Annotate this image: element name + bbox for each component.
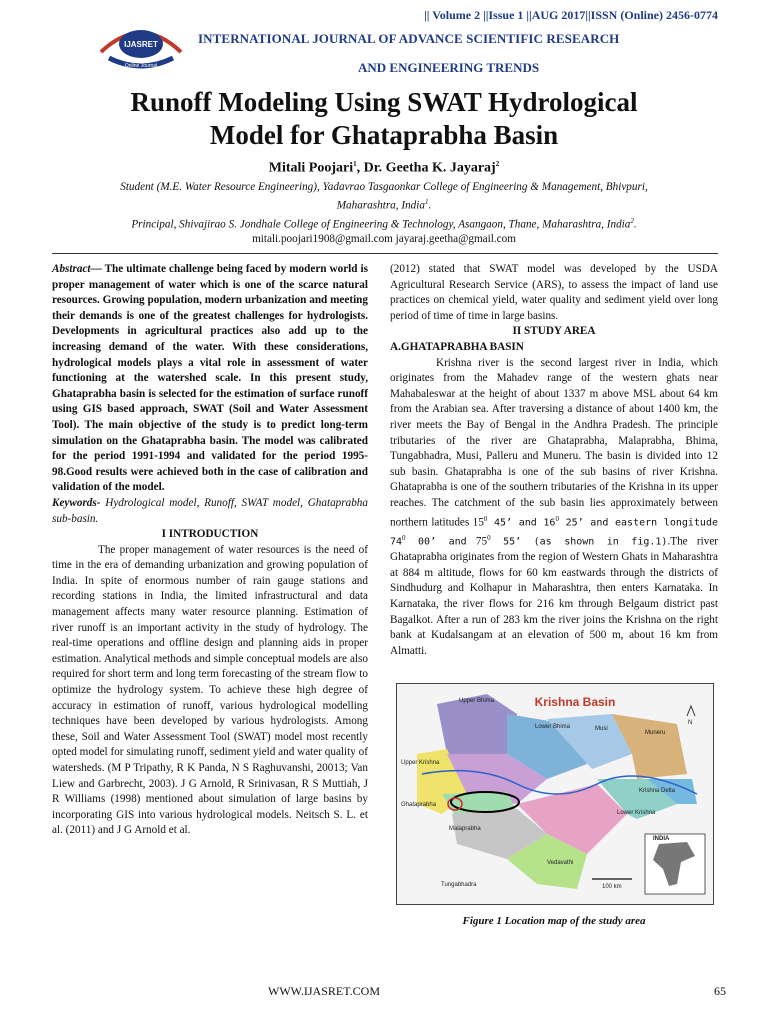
author-1-sup: 1 [353,160,357,168]
title-line1: Runoff Modeling Using SWAT Hydrological [130,87,638,117]
label-scale: 100 km [602,884,622,890]
study-area-paragraph: Krishna river is the second largest river in India, which originates from the Mahadev range of the western ghats near Mahabaleswar at the height of about 1337 m above MSL about 64 km from the Arabian sea. After traversing a distance of about 1400 km, the river meets the Bay of Bengal in the Andhra Pradesh. The principle tributaries of the river are Ghataprabha, Malaprabha, Bhima, Tungabhadra, Musi, Palleru and Muneru. The basin is divided into 12 sub basin. Ghataprabha is one of the sub basins of river Krishna. Ghataprabha is one of the southern tributaries of the Krishna in its upper reaches. The catchment of the sub basin lies approximately between northern latitudes $15^0$ 45’ and $16^0$ 25’ and eastern longitude $74^0$ 00’ and $75^0$ 55’ (as shown in fig.1).The river Ghataprabha originates from the region of Western Ghats in Maharashtra at 884 m altitude, flows for 60 km eastwards through the districts of Sindhudurg and Kolhapur in Maharashtra, then enters Karnataka. In Karnataka, the river flows for 216 km through Belgaum district past Bagalkot. After a run of 283 km the river joins the Krishna on the right bank at Kudalsangam at an elevation of 500 m, about 16 km from Almatti. [390,356,719,657]
affiliation-line2: Maharashtra, India$^1$. [336,198,432,212]
logo-text: IJASRET [124,40,158,49]
journal-logo [95,22,187,72]
label-north: N [688,720,693,726]
journal-name-line1: INTERNATIONAL JOURNAL OF ADVANCE SCIENTIFIC RESEARCH [198,31,620,46]
page-number: 65 [714,984,726,998]
label-lower-bhima: Lower Bhima [535,724,571,730]
label-malaprabha: Malaprabha [449,826,481,832]
figure-1-caption: Figure 1 Location map of the study area [462,915,646,927]
right-column [390,262,718,659]
author-1: Mitali Poojari [268,160,354,176]
left-column [52,262,368,839]
volume-issue-line: || Volume 2 ||Issue 1 ||AUG 2017||ISSN (Online) 2456-0774 [424,8,718,22]
intro-paragraph: The proper management of water resources is the need of time in the era of demanding urbanization and growing population of India. In spite of enormous number of rain gauge stations and recording stations in India, the limited infrastructural and data management affects many water resource planning. Estimation of river runoff is an important activity in the study of hydrology. The real-time operations and offline design and planning aids in proper estimation. Analytical methods and simple conceptual models are also required for short term and long term forecasting of the stream flow to optimize the hydrology system. To achieve these high degree of accuracy in estimation of runoff, various hydrological modelling techniques have been developed by various hydrologists. Among these, Soil and Water Assessment Tool (SWAT) model most recently opted model for simulating runoff, sediment yield and water quality of watersheds. (M P Tripathy, R K Panda, N S Raghuvanshi, 20013; Van Liew and Garbrecht, 2003). J G Arnold, R Srinivasan, R S Muttiah, J R Williams (1998) mentioned about simulation of large basins by incorporating GIS into various hydrological models. Neitsch S. L. et al. (2011) and J G Arnold et al. [52,543,368,837]
study-area-subheading: A.GHATAPRABHA BASIN [390,340,524,353]
keywords-label: Keywords- [52,496,101,509]
affiliation-line1: Student (M.E. Water Resource Engineering), Yadavrao Tasgaonkar College of Engineering & Management, Bhivpuri, [120,181,648,193]
journal-name-line2: AND ENGINEERING TRENDS [358,60,540,75]
logo-subtext: Online Journal [124,63,158,69]
label-ghataprabha: Ghataprabha [401,802,437,808]
author-2: Dr. Geetha K. Jayaraj [363,160,496,176]
abstract-label: Abstract [52,263,91,275]
figure-1-map [396,683,714,905]
abstract-text: The ultimate challenge being faced by modern world is proper management of water which is one of the scarce natural resources. Growing population, modern urbanization and meeting their demands is one of the greatest challenges for hydrologists. Developments in agricultural practices also add up to the increasing demand of the water. With these considerations, hydrological models plays a vital role in assessment of water functioning at the watershed scale. In this present study, Ghataprabha basin is selected for the estimation of surface runoff using GIS based approach, SWAT (Soil and Water Assessment Tool). The main objective of the study is to predict long-term simulation on the Ghataprabha basin. The model was calibrated for the period 1991-1994 and validated for the period 1995-98.Good results were achieved both in the case of calibration and validation of the model. [52,263,368,494]
intro-heading: I INTRODUCTION [161,528,259,541]
label-vedavathi: Vedavathi [547,860,574,866]
map-title: Krishna Basin [534,695,616,709]
label-upper-bhima: Upper Bhima [459,698,495,704]
label-musi: Musi [595,726,608,732]
paper-title [20,86,748,152]
author-emails: mitali.poojari1908@gmail.com jayaraj.geetha@gmail.com [252,233,516,246]
title-line2: Model for Ghataprabha Basin [209,120,559,150]
abstract-dash: — [90,263,105,275]
keywords-text: Hydrological model, Runoff, SWAT model, Ghataprabha sub-basin. [52,496,368,525]
label-krishna-delta: Krishna Delta [639,788,676,794]
abstract-paragraph [52,262,368,496]
keywords-paragraph [52,496,368,527]
header-divider [52,253,718,254]
intro-paragraph-continued: (2012) stated that SWAT model was developed by the USDA Agricultural Research Service (ARS), to assess the impact of land use practices on chemical yield, water quality and sediment yield over long period of time of time in large basins. [390,263,718,322]
krishna-basin-map [397,684,713,904]
label-muneru: Muneru [645,730,666,736]
label-india: INDIA [653,836,670,842]
label-lower-krishna: Lower Krishna [617,810,656,816]
study-area-heading: II STUDY AREA [512,325,596,338]
affiliation-line3: Principal, Shivajirao S. Jondhale College of Engineering & Technology, Asangaon, Thane, Maharashtra, India$^2$. [131,216,637,231]
author-sep: , [356,160,364,176]
footer-url: WWW.IJASRET.COM [268,984,380,998]
author-list [20,160,748,177]
author-2-sup: 2 [495,160,500,168]
label-tungabhadra: Tungabhadra [441,882,477,888]
affiliations [30,180,738,247]
label-upper-krishna: Upper Krishna [401,760,440,766]
